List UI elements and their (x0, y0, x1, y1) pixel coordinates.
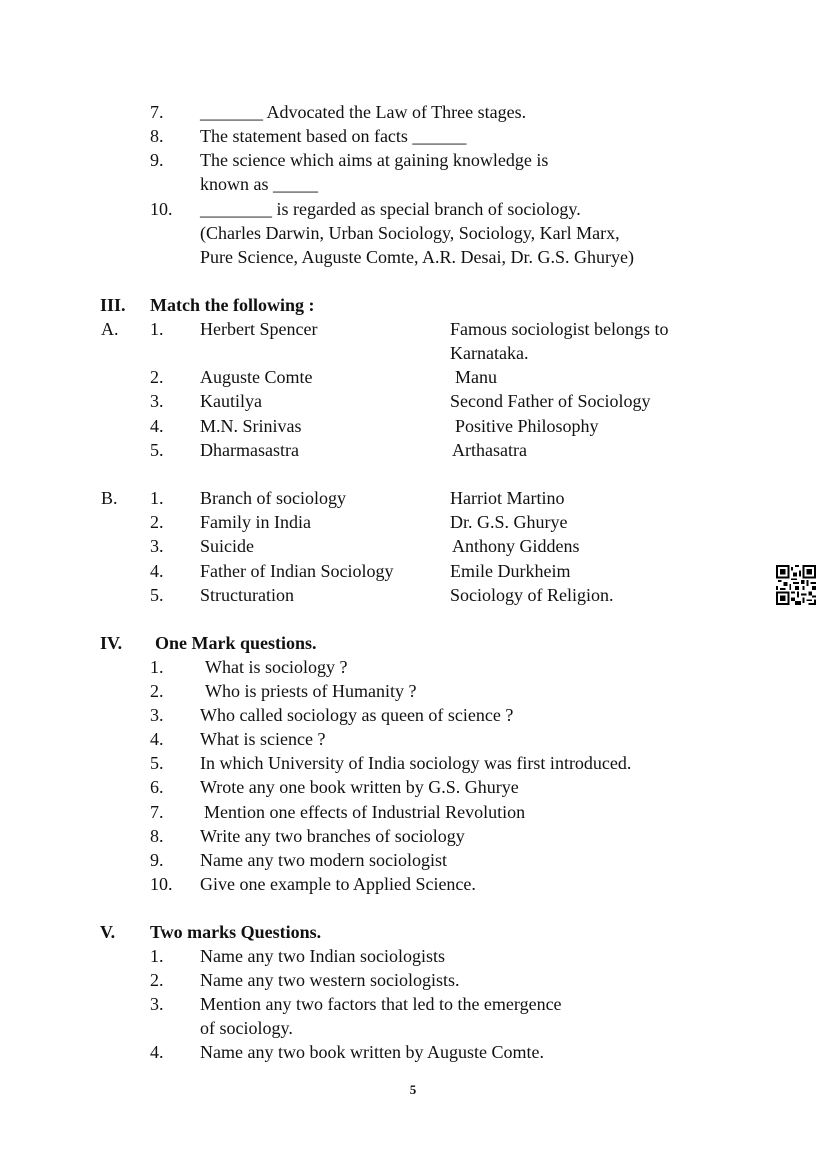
page-number: 5 (409, 1082, 417, 1097)
qr-code-icon (776, 565, 816, 605)
